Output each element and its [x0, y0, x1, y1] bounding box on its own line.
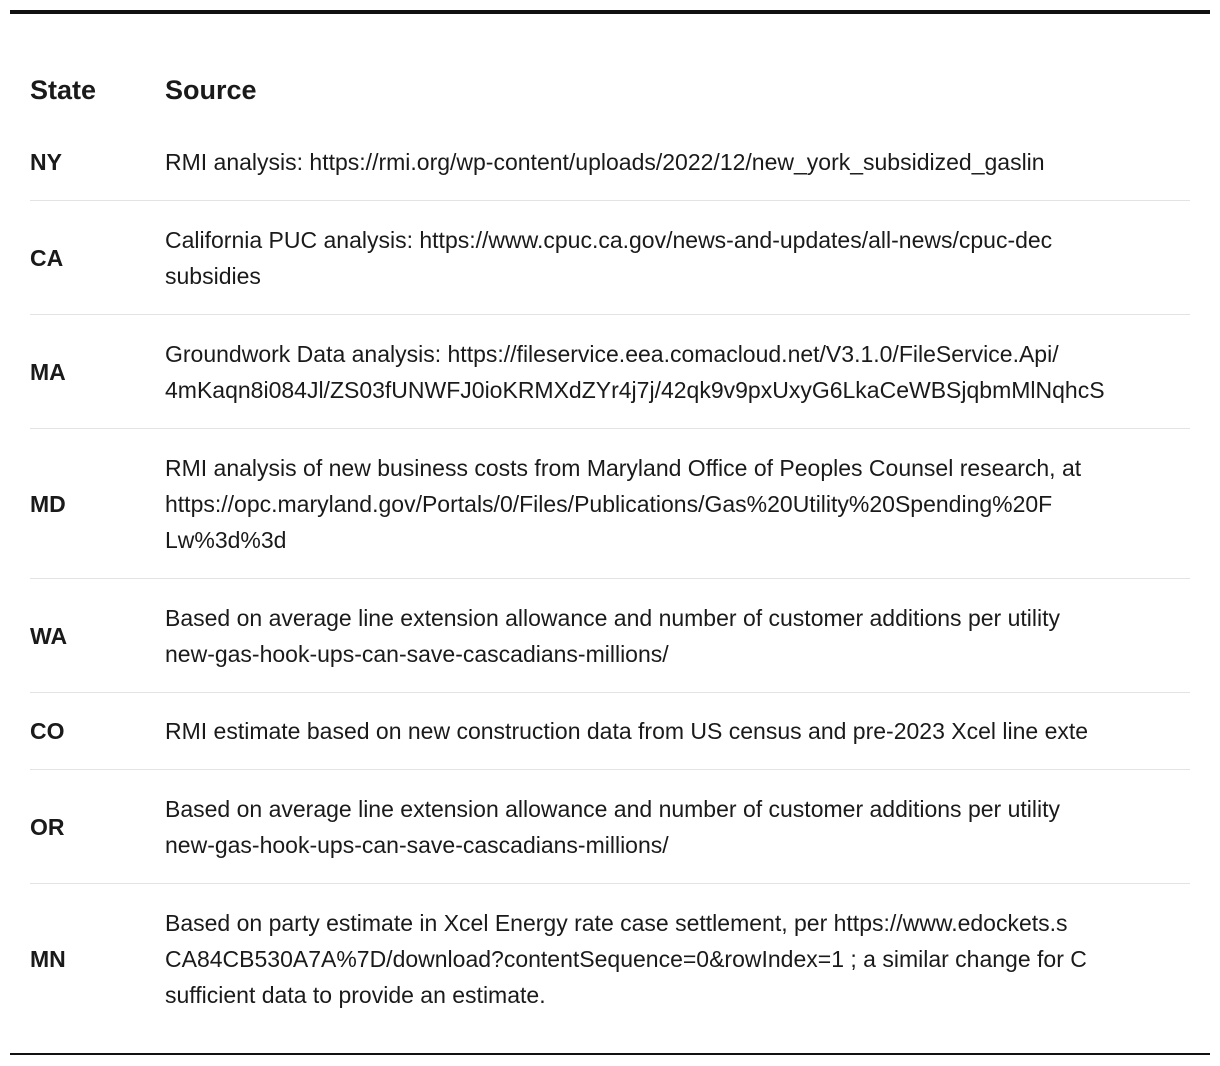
source-cell: Based on average line extension allowance and number of customer additions per utility new-gas-hook-ups-can-save-cascadians-millions/	[165, 579, 1190, 693]
source-cell: RMI analysis of new business costs from Maryland Office of Peoples Counsel research, at https://opc.maryland.gov/Portals/0/Files/Publications/Gas%20Utility%20Spending%20F Lw%3d%3d	[165, 429, 1190, 579]
table-body	[30, 124, 1190, 1033]
table-row	[30, 693, 1190, 770]
header-row	[30, 56, 1190, 124]
state-cell: CA	[30, 201, 165, 315]
table-row	[30, 579, 1190, 693]
table-row	[30, 201, 1190, 315]
table-row	[30, 315, 1190, 429]
state-cell: NY	[30, 149, 62, 175]
source-cell: RMI analysis: https://rmi.org/wp-content/uploads/2022/12/new_york_subsidized_gaslin	[165, 149, 1045, 175]
state-cell: OR	[30, 770, 165, 884]
table-row	[30, 770, 1190, 884]
column-header-source: Source	[165, 75, 257, 105]
source-cell: Based on party estimate in Xcel Energy rate case settlement, per https://www.edockets.s CA84CB530A7A%7D/download?contentSequence=0&rowIndex=1 ; a similar change for C sufficient data to provide an estimate.	[165, 884, 1190, 1034]
source-cell: California PUC analysis: https://www.cpuc.ca.gov/news-and-updates/all-news/cpuc-dec subsidies	[165, 201, 1190, 315]
table-row	[30, 884, 1190, 1034]
sources-table	[30, 56, 1190, 1033]
source-cell: Based on average line extension allowance and number of customer additions per utility new-gas-hook-ups-can-save-cascadians-millions/	[165, 770, 1190, 884]
table-row	[30, 429, 1190, 579]
source-cell: Groundwork Data analysis: https://fileservice.eea.comacloud.net/V3.1.0/FileService.Api/ 4mKaqn8i084Jl/ZS03fUNWFJ0ioKRMXdZYr4j7j/42qk9v9pxUxyG6LkaCeWBSjqbmMlNqhcS	[165, 315, 1190, 429]
state-cell: MD	[30, 429, 165, 579]
top-rule	[10, 10, 1210, 14]
sources-table-container	[30, 56, 1190, 1033]
table-row	[30, 124, 1190, 201]
bottom-rule	[10, 1053, 1210, 1055]
source-cell: RMI estimate based on new construction data from US census and pre-2023 Xcel line exte	[165, 693, 1190, 770]
state-cell: WA	[30, 579, 165, 693]
column-header-state: State	[30, 75, 97, 105]
state-cell: MN	[30, 884, 165, 1034]
state-cell: CO	[30, 693, 165, 770]
state-cell: MA	[30, 315, 165, 429]
table-header	[30, 56, 1190, 124]
